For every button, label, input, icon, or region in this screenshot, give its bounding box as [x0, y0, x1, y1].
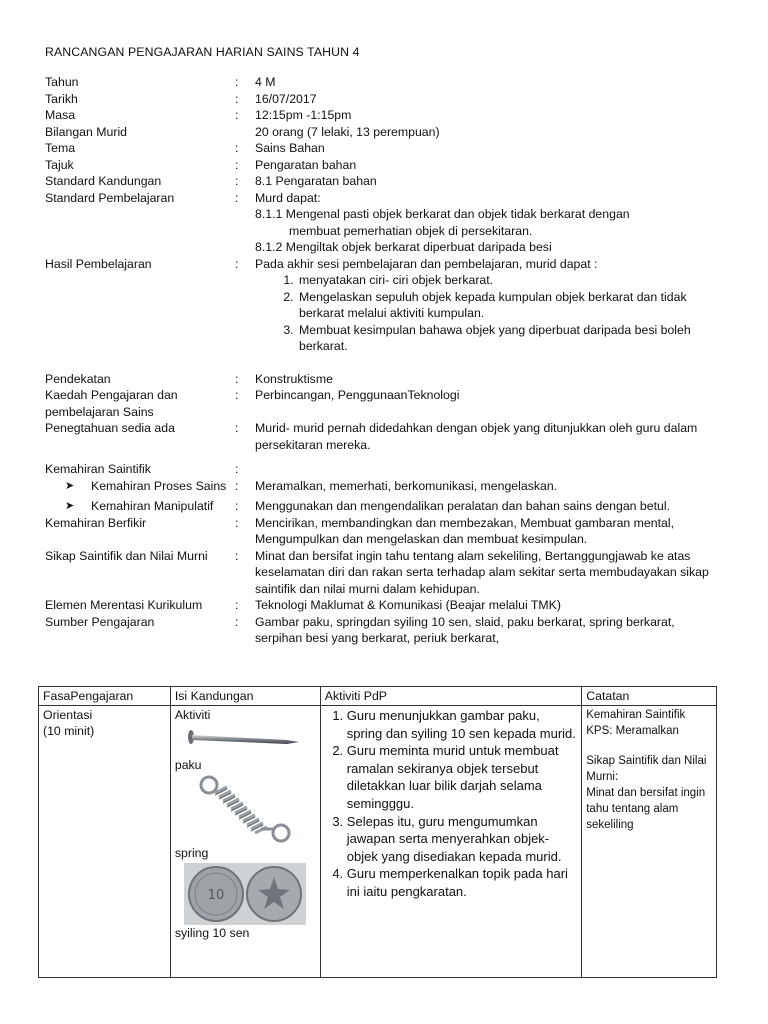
header-catatan: Catatan [582, 687, 717, 706]
hasil-item: 2. Mengelaskan sepuluh objek kepada kumpulan objek berkarat dan tidak berkarat melalui aktiviti kumpulan. [297, 289, 725, 322]
header-fasa: FasaPengajaran [39, 687, 171, 706]
value-tarikh: 16/07/2017 [255, 91, 317, 106]
isi-title: Aktiviti [174, 708, 211, 722]
info-row-berfikir: Kemahiran Berfikir : Mencirikan, membandingkan dan membezakan, Membuat gambaran mental, Mengumpulkan dan mengelaskan dan membuat kesimpulan. [45, 515, 725, 548]
info-row-tema: Tema : Sains Bahan [45, 140, 725, 157]
value-sumber: Gambar paku, springdan syiling 10 sen, slaid, paku berkarat, spring berkarat, serpihan besi yang berkarat, periuk berkarat, [255, 614, 675, 645]
hasil-item: 1. menyatakan ciri- ciri objek berkarat. [297, 272, 725, 289]
hasil-list [255, 272, 725, 355]
value-tema: Sains Bahan [255, 141, 325, 155]
label-tajuk: Tajuk [45, 157, 74, 172]
value-pendekatan: Konstruktisme [255, 371, 333, 386]
info-row-proses: ➤ Kemahiran Proses Sains : Meramalkan, memerhati, berkomunikasi, mengelaskan. [45, 478, 725, 495]
activity-list [325, 707, 577, 901]
caption-paku: paku [174, 758, 202, 772]
value-sk: 8.1 Pengaratan bahan [255, 174, 377, 188]
value-tahun: 4 M [255, 75, 276, 89]
catatan-kemahiran: Kemahiran Saintifik KPS: Meramalkan [586, 709, 686, 737]
arrow-bullet-icon: ➤ [65, 500, 75, 512]
catatan-nilai: Minat dan bersifat ingin tahu tentang alam sekeliling [586, 787, 706, 831]
info-row-pengetahuan: Penegtahuan sedia ada : Murid- murid pernah didedahkan dengan objek yang ditunjukkan oleh guru dalam persekitaran mereka. [45, 420, 725, 453]
hasil-item: 3. Membuat kesimpulan bahawa objek yang diperbuat daripada besi boleh berkarat. [297, 322, 725, 355]
value-manipulatif: Menggunakan dan mengendalikan peralatan dan bahan sains dengan betul. [255, 499, 671, 513]
caption-spring: spring [174, 846, 209, 860]
svg-text:10: 10 [208, 888, 225, 903]
sp-line-2: 8.1.2 Mengiltak objek berkarat diperbuat daripada besi [255, 240, 552, 254]
label-manipulatif: Kemahiran Manipulatif [91, 499, 214, 513]
label-hasil: Hasil Pembelajaran [45, 256, 152, 271]
label-bilangan: Bilangan Murid [45, 124, 128, 139]
info-row-kemahiran-saintifik: Kemahiran Saintifik : [45, 461, 725, 478]
info-row-manipulatif: ➤ Kemahiran Manipulatif : Menggunakan dan mengendalikan peralatan dan bahan sains dengan betul. [45, 498, 725, 515]
table-row [39, 706, 717, 978]
info-row-masa: Masa : 12:15pm -1:15pm [45, 107, 725, 124]
info-row-sk: Standard Kandungan : 8.1 Pengaratan bahan [45, 173, 725, 190]
activity-item: 1. Guru menunjukkan gambar paku, spring dan syiling 10 sen kepada murid. [347, 707, 577, 742]
label-pengetahuan: Penegtahuan sedia ada [45, 421, 175, 435]
value-kemahiran-saintifik [255, 461, 725, 478]
value-hasil: Pada akhir sesi pembelajaran dan pembelajaran, murid dapat : [255, 256, 598, 271]
label-elemen: Elemen Merentasi Kurikulum [45, 598, 203, 612]
info-row-hasil: Hasil Pembelajaran : Pada akhir sesi pembelajaran dan pembelajaran, murid dapat : 1. menyatakan ciri- ciri objek berkarat. 2. Mengelaskan sepuluh objek kepada kumpulan objek berkarat dan tidak berkarat melalui aktiviti kumpulan. 3. Membuat kesimpulan bahawa objek yang diperbuat daripada besi boleh berkarat. [45, 256, 725, 355]
value-pengetahuan: Murid- murid pernah didedahkan dengan objek yang ditunjukkan oleh guru dalam persekitaran mereka. [255, 421, 698, 452]
cell-isi [170, 706, 320, 978]
activity-item: 4. Guru memperkenalkan topik pada hari ini iaitu pengkaratan. [347, 865, 577, 900]
label-kemahiran-saintifik: Kemahiran Saintifik [45, 462, 151, 476]
info-row-sp: Standard Pembelajaran : Murd dapat: 8.1.1 Mengenal pasti objek berkarat dan objek tidak berkarat dengan membuat pemerhatian objek di persekitaran. 8.1.2 Mengiltak objek berkarat diperbuat daripada besi [45, 190, 725, 256]
info-row-tajuk: Tajuk : Pengaratan bahan [45, 157, 725, 174]
label-masa: Masa [45, 108, 76, 122]
sp-line-1: 8.1.1 Mengenal pasti objek berkarat dan objek tidak berkarat dengan [255, 207, 630, 221]
cell-catatan [582, 706, 717, 978]
info-row-sikap: Sikap Saintifik dan Nilai Murni : Minat dan bersifat ingin tahu tentang alam sekeliling, Bertanggungjawab ke atas keselamatan diri dan rakan serta terhadap alam sekitar serta membudayakan sikap saintifik dan nilai murni dalam kehidupan. [45, 548, 725, 598]
cell-fasa [39, 706, 171, 978]
info-row-elemen: Elemen Merentasi Kurikulum : Teknologi Maklumat & Komunikasi (Beajar melalui TMK) [45, 597, 725, 614]
label-tarikh: Tarikh [45, 91, 78, 106]
value-sp: Murd dapat: [255, 190, 321, 205]
value-tajuk: Pengaratan bahan [255, 157, 357, 172]
info-row-sumber: Sumber Pengajaran : Gambar paku, springdan syiling 10 sen, slaid, paku berkarat, spring berkarat, serpihan besi yang berkarat, periuk berkarat, [45, 614, 725, 647]
table-header-row [39, 687, 717, 706]
lesson-info [45, 74, 725, 647]
nail-icon [183, 727, 303, 753]
catatan-sikap: Sikap Saintifik dan Nilai Murni: [586, 755, 707, 783]
label-tahun: Tahun [45, 75, 79, 89]
value-bilangan: 20 orang (7 lelaki, 13 perempuan) [255, 124, 440, 139]
value-berfikir: Mencirikan, membandingkan dan membezakan, Membuat gambaran mental, Mengumpulkan dan mengelaskan dan membuat kesimpulan. [255, 515, 674, 546]
label-sk: Standard Kandungan [45, 174, 162, 188]
info-row-tarikh: Tarikh : 16/07/2017 [45, 91, 725, 108]
coin-icon [184, 863, 306, 925]
lesson-plan-table [38, 686, 717, 978]
fasa-time: (10 minit) [43, 724, 95, 738]
caption-syiling: syiling 10 sen [174, 926, 250, 940]
label-tema: Tema [45, 141, 76, 155]
sp-line-1-cont: membuat pemerhatian objek di persekitaran. [289, 223, 533, 238]
label-kaedah: Kaedah Pengajaran dan pembelajaran Sains [45, 388, 178, 419]
info-row-kaedah: Kaedah Pengajaran dan pembelajaran Sains : Perbincangan, PenggunaanTeknologi [45, 387, 725, 420]
value-proses: Meramalkan, memerhati, berkomunikasi, mengelaskan. [255, 478, 558, 493]
label-proses: Kemahiran Proses Sains [91, 478, 227, 493]
spring-icon [197, 773, 293, 845]
info-row-pendekatan: Pendekatan : Konstruktisme [45, 371, 725, 388]
info-row-tahun: Tahun : 4 M [45, 74, 725, 91]
info-row-bilangan [45, 124, 725, 141]
document-title: RANCANGAN PENGAJARAN HARIAN SAINS TAHUN 4 [45, 45, 360, 59]
fasa-name: Orientasi [43, 708, 93, 722]
label-sp: Standard Pembelajaran [45, 190, 175, 205]
header-aktiviti: Aktiviti PdP [320, 687, 581, 706]
value-elemen: Teknologi Maklumat & Komunikasi (Beajar melalui TMK) [255, 598, 561, 612]
label-sumber: Sumber Pengajaran [45, 614, 155, 629]
arrow-bullet-icon: ➤ [65, 479, 75, 492]
value-kaedah: Perbincangan, PenggunaanTeknologi [255, 388, 460, 402]
label-berfikir: Kemahiran Berfikir [45, 515, 147, 530]
header-isi: Isi Kandungan [170, 687, 320, 706]
value-sikap: Minat dan bersifat ingin tahu tentang alam sekeliling, Bertanggungjawab ke atas keselamatan diri dan rakan serta terhadap alam sekitar serta membudayakan sikap saintifik dan nilai murni dalam kehidupan. [255, 548, 709, 596]
label-sikap: Sikap Saintifik dan Nilai Murni [45, 548, 208, 563]
activity-item: 3. Selepas itu, guru mengumumkan jawapan serta menyerahkan objek- objek yang disediakan kepada murid. [347, 813, 577, 866]
activity-item: 2. Guru meminta murid untuk membuat ramalan sekiranya objek tersebut diletakkan luar bilik darjah selama semingggu. [347, 742, 577, 812]
value-masa: 12:15pm -1:15pm [255, 108, 352, 122]
cell-aktiviti [320, 706, 581, 978]
label-pendekatan: Pendekatan [45, 371, 111, 386]
